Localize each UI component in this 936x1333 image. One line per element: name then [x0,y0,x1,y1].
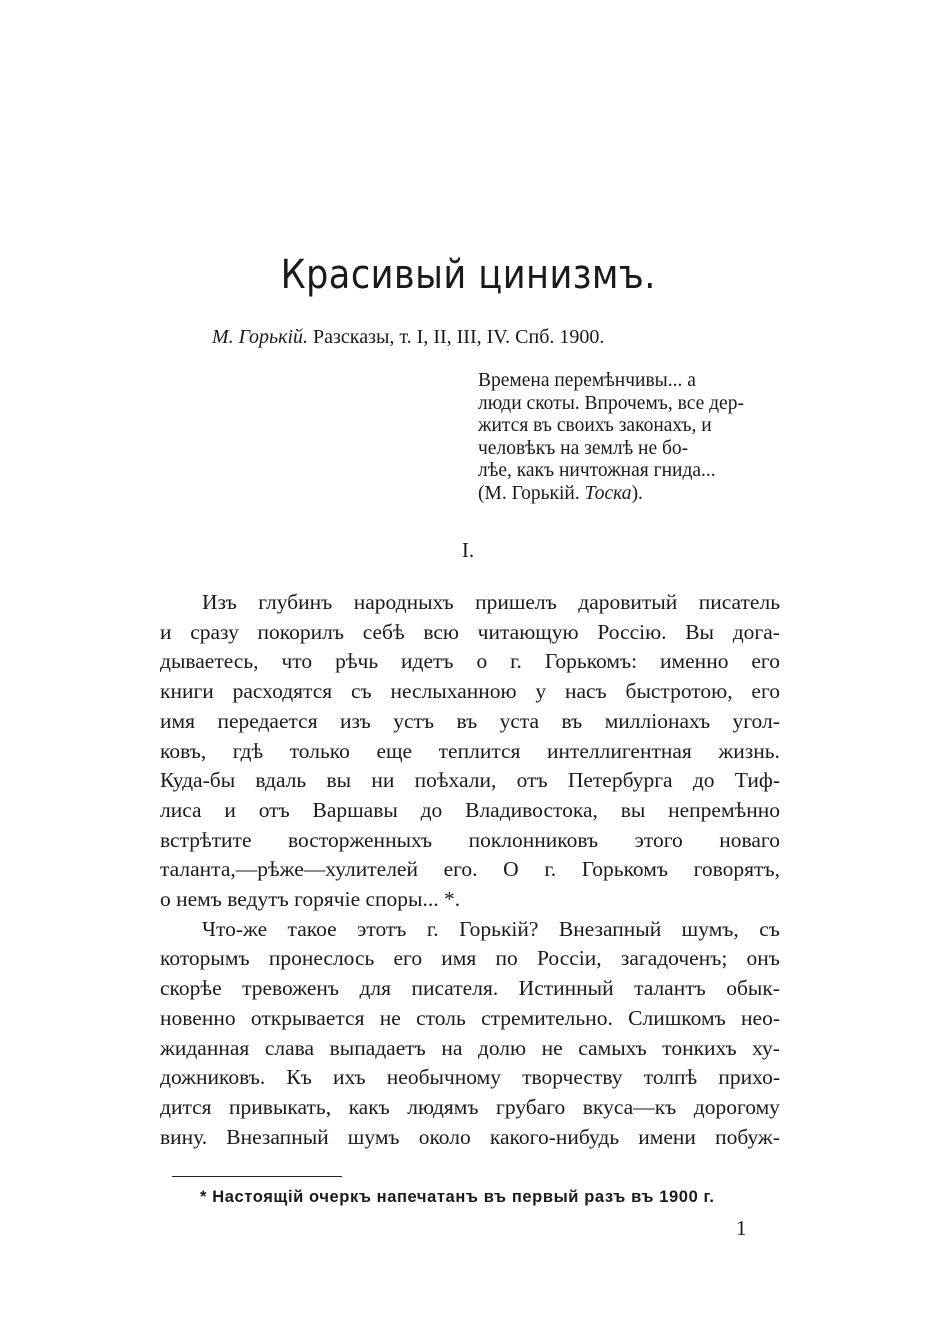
body-line: книги расходятся съ неслыханною у насъ быстротою, его [160,679,780,704]
footnote-divider [172,1176,342,1177]
body-line: имя передается изъ устъ въ уста въ милліонахъ угол- [160,708,780,733]
epigraph-source [478,483,784,506]
body-line: Куда-бы вдаль вы ни поѣхали, отъ Петербурга до Тиф- [160,768,780,793]
body-line: таланта,—рѣже—хулителей его. О г. Горькомъ говорятъ, [160,857,780,882]
body-line: скорѣе тревоженъ для писателя. Истинный талантъ обык- [160,976,780,1001]
footnote: * Настоящій очеркъ напечатанъ въ первый разъ въ 1900 г. [200,1188,715,1206]
body-text [160,588,780,1152]
body-line: Что-же такое этотъ г. Горькій? Внезапный шумъ, съ [202,916,780,941]
body-line: которымъ пронеслось его имя по Россіи, загадоченъ; онъ [160,946,780,971]
page-number: 1 [736,1216,747,1240]
body-line: лиса и отъ Варшавы до Владивостока, вы непремѣнно [160,797,780,822]
book-reference [212,326,752,349]
body-line: Изъ глубинъ народныхъ пришелъ даровитый писатель [202,590,780,614]
body-line: дится привыкать, какъ людямъ грубаго вкуса—къ дорогому [160,1094,780,1119]
section-number: I. [461,538,475,562]
body-line: и сразу покорилъ себѣ всю читающую Россію. Вы дога- [160,619,780,644]
body-line: жиданная слава выпадаетъ на долю не самыхъ тонкихъ ху- [160,1035,780,1060]
body-line: дываетесь, что рѣчь идетъ о г. Горькомъ: именно его [160,649,780,674]
epigraph-source-suffix: ). [631,482,643,504]
epigraph-source-title: Тоска [584,482,632,504]
article-title: Красивый цинизмъ. [280,252,656,298]
body-line: ковъ, гдѣ только еще теплится интеллигентная жизнь. [160,738,780,763]
epigraph-line: лѣе, какъ ничтожная гнида... [478,460,716,481]
epigraph-line: человѣкъ на землѣ не бо- [478,437,689,459]
epigraph-line: Времена перемѣнчивы... а [478,370,696,391]
epigraph-source-prefix: (М. Горькій. [478,482,585,504]
reference-author: М. Горькій. [212,326,309,348]
body-line: новенно открывается не столь стремительно. Слишкомъ нео- [160,1005,780,1030]
epigraph-line: люди скоты. Впрочемъ, все дер- [478,392,744,414]
epigraph [478,370,784,505]
body-line: дожниковъ. Къ ихъ необычному творчеству толпѣ прихо- [160,1065,780,1090]
body-line: встрѣтите восторженныхъ поклонниковъ этого новаго [160,827,780,852]
reference-details: Разсказы, т. I, II, III, IV. Спб. 1900. [313,326,605,348]
epigraph-line: жится въ своихъ законахъ, и [478,415,712,436]
body-line: о немъ ведутъ горячіе споры... *. [160,887,461,912]
body-line: вину. Внезапный шумъ около какого-нибудь имени побуж- [160,1124,780,1149]
